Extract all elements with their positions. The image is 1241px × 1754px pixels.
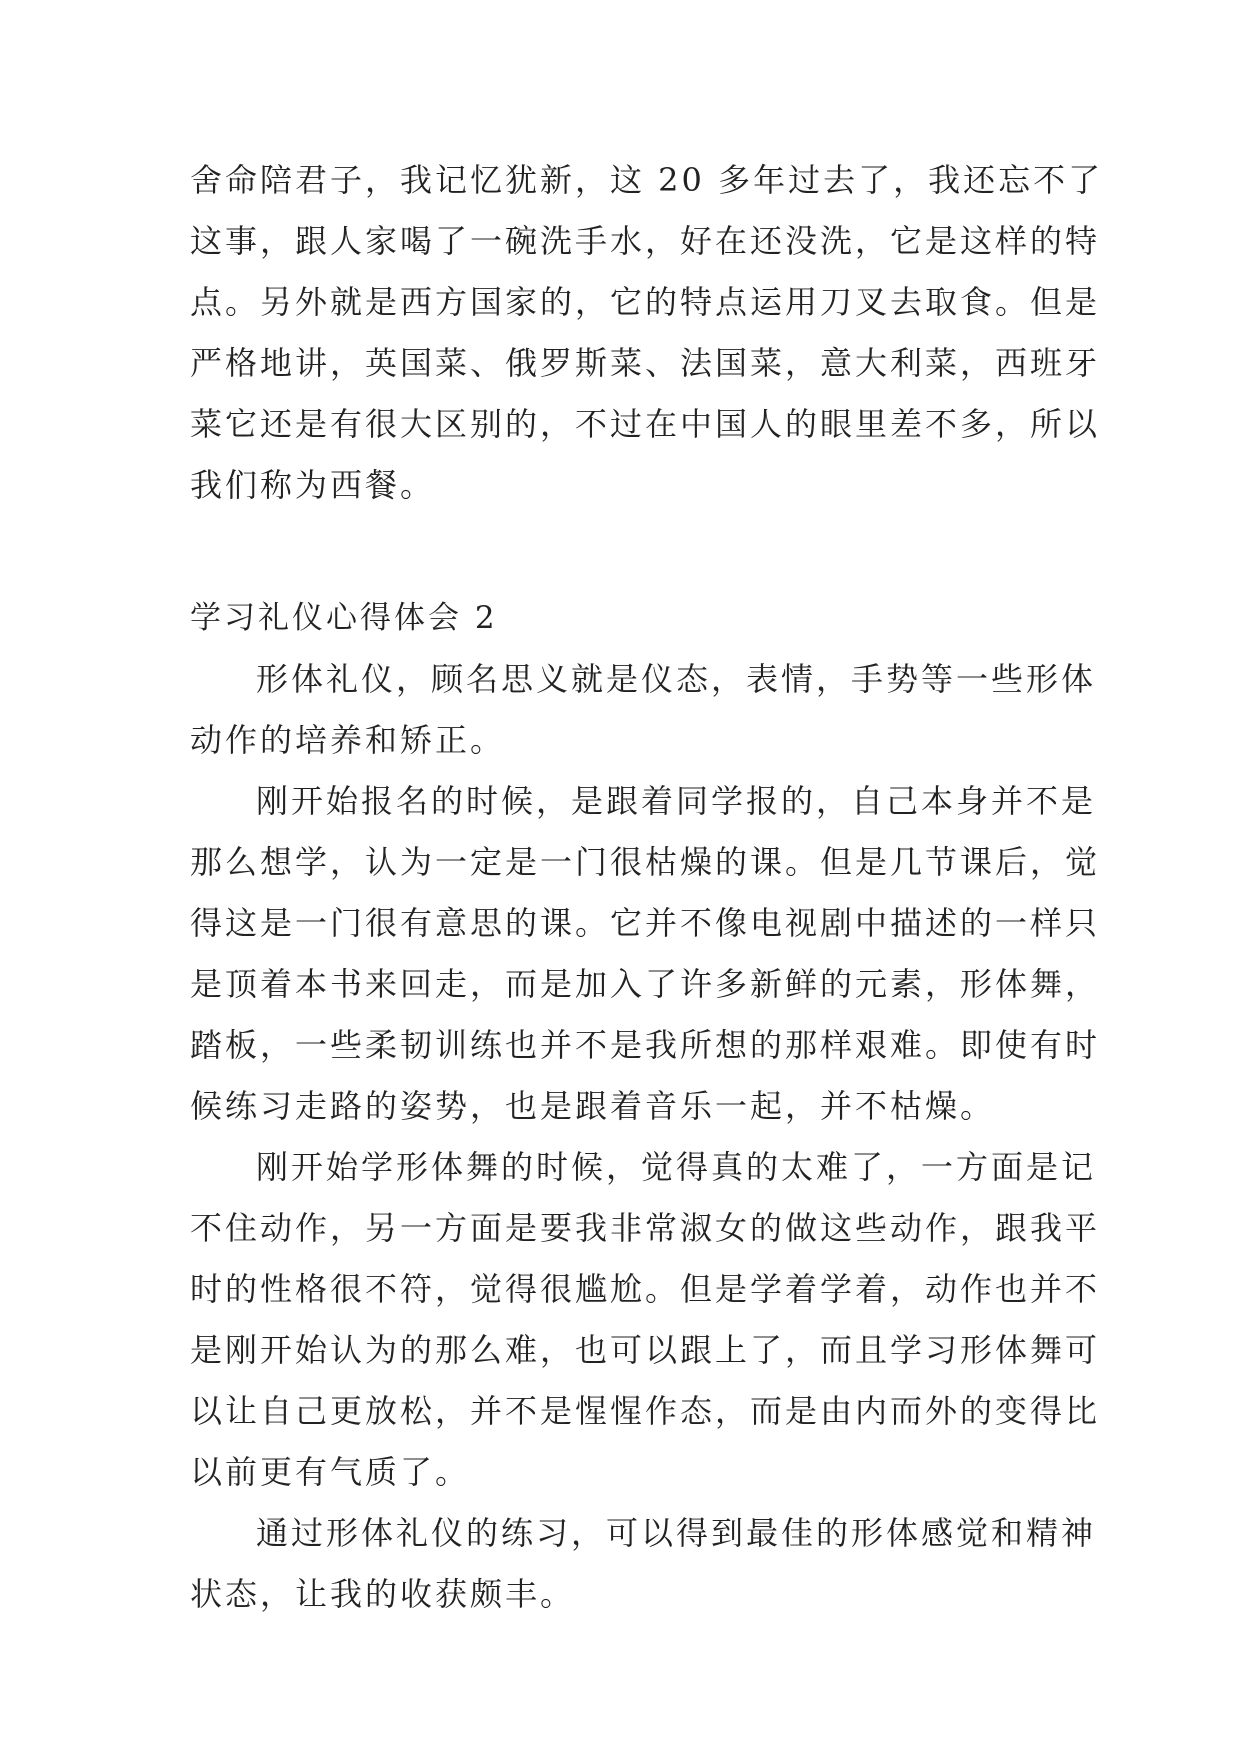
- text-line: 动作的培养和矫正。: [190, 721, 506, 759]
- document-body: [190, 150, 1104, 1625]
- text-line: 点。另外就是西方国家的，它的特点运用刀叉去取食。但是: [190, 283, 1101, 321]
- section1-text: [190, 150, 1104, 516]
- text-line: 刚开始报名的时候，是跟着同学报的，自己本身并不是: [256, 782, 1097, 820]
- text-line: 舍命陪君子，我记忆犹新，这 20 多年过去了，我还忘不了: [190, 161, 1104, 199]
- text-line: 得这是一门很有意思的课。它并不像电视剧中描述的一样只: [190, 904, 1101, 942]
- text-line: 这事，跟人家喝了一碗洗手水，好在还没洗，它是这样的特: [190, 222, 1101, 260]
- paragraph-2: [190, 771, 1101, 1137]
- paragraph-1: [190, 649, 1097, 771]
- text-line: 那么想学，认为一定是一门很枯燥的课。但是几节课后，觉: [190, 843, 1101, 881]
- text-line: 刚开始学形体舞的时候，觉得真的太难了，一方面是记: [256, 1148, 1097, 1186]
- text-line: 是刚开始认为的那么难，也可以跟上了，而且学习形体舞可: [190, 1331, 1101, 1369]
- text-line: 以让自己更放松，并不是惺惺作态，而是由内而外的变得比: [190, 1392, 1101, 1430]
- text-line: 形体礼仪，顾名思义就是仪态，表情，手势等一些形体: [256, 660, 1097, 698]
- text-line: 菜它还是有很大区别的，不过在中国人的眼里差不多，所以: [190, 405, 1101, 443]
- section-heading: 学习礼仪心得体会 2: [190, 600, 498, 636]
- text-line: 候练习走路的姿势，也是跟着音乐一起，并不枯燥。: [190, 1087, 996, 1125]
- section-gap: [190, 516, 1070, 588]
- paragraph-4: [190, 1503, 1097, 1625]
- text-line: 状态，让我的收获颇丰。: [190, 1575, 576, 1613]
- text-line: 时的性格很不符，觉得很尴尬。但是学着学着，动作也并不: [190, 1270, 1101, 1308]
- paragraph-3: [190, 1137, 1101, 1503]
- text-line: 踏板，一些柔韧训练也并不是我所想的那样艰难。即使有时: [190, 1026, 1101, 1064]
- text-line: 我们称为西餐。: [190, 466, 436, 504]
- text-line: 严格地讲，英国菜、俄罗斯菜、法国菜，意大利菜，西班牙: [190, 344, 1101, 382]
- text-line: 以前更有气质了。: [190, 1453, 471, 1491]
- text-line: 不住动作，另一方面是要我非常淑女的做这些动作，跟我平: [190, 1209, 1101, 1247]
- text-line: 通过形体礼仪的练习，可以得到最佳的形体感觉和精神: [256, 1514, 1097, 1552]
- text-line: 是顶着本书来回走，而是加入了许多新鲜的元素，形体舞，: [190, 965, 1101, 1003]
